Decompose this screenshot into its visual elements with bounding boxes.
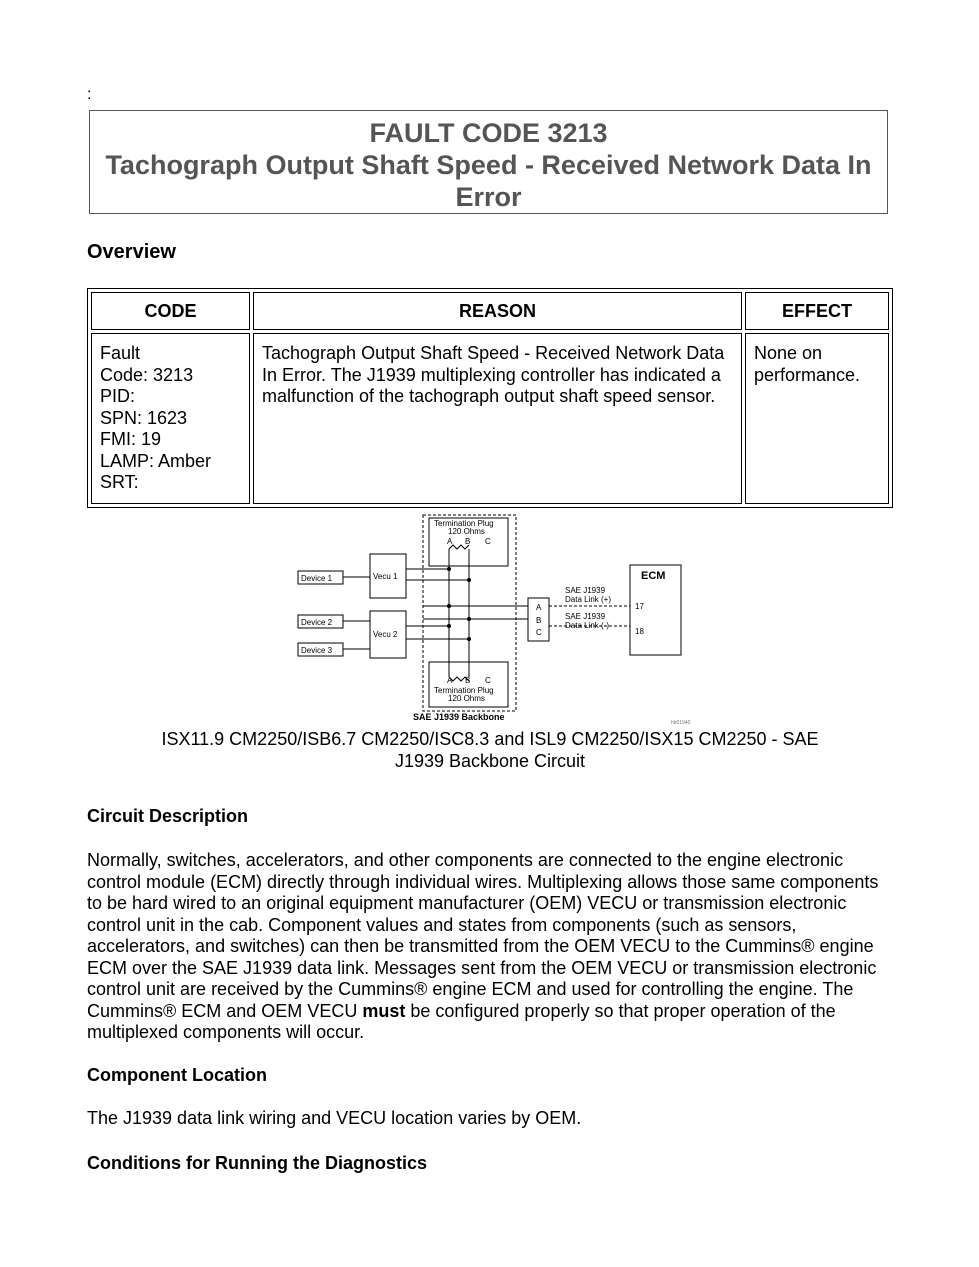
circuit-text-part: Normally, switches, accelerators, and other components are connected to the engine electronic control module (ECM) directly through individual wires. Multiplexing allows those same components to be hard wired to an original equipment manufacturer (OEM) VECU or transmission electronic control unit in the cab. Component values and states from components (such as sensors, accelerators, and switches) can then be transmitted from the OEM VECU to the Cummins® engine ECM over the SAE J1939 data link. Messages sent from the OEM VECU or transmission electronic control unit are received by the Cummins® engine ECM and used for controlling the engine. The Cummins® ECM and OEM VECU [87, 850, 879, 1021]
effect-cell: None on performance. [745, 333, 889, 504]
code-line: Fault [100, 343, 141, 363]
connector-pin-b: B [536, 616, 542, 625]
circuit-text-emphasis: must [362, 1000, 406, 1021]
termination-top-ohms: 120 Ohms [448, 527, 485, 536]
termination-top-label: Termination Plug [434, 519, 494, 528]
caption-line: J1939 Backbone Circuit [394, 751, 586, 771]
component-location-heading: Component Location [87, 1065, 267, 1085]
j1939-backbone-diagram [293, 513, 698, 726]
vecu-2-label: Vecu 2 [373, 630, 398, 639]
connector-pin-a: A [536, 603, 542, 612]
code-cell [91, 333, 250, 504]
pin-label: C [485, 537, 491, 546]
pin-label: C [485, 676, 491, 685]
reason-cell: Tachograph Output Shaft Speed - Received Network Data In Error. The J1939 multiplexing controller has indicated a malfunction of the tachograph output shaft speed sensor. [253, 333, 742, 504]
figure-ref: hb01940 [671, 720, 691, 726]
header-code: CODE [91, 292, 250, 330]
circuit-description-text [87, 850, 897, 1044]
caption-line: ISX11.9 CM2250/ISB6.7 CM2250/ISC8.3 and ISL9 CM2250/ISX15 CM2250 - SAE [161, 729, 819, 749]
code-line: SPN: 1623 [100, 407, 188, 428]
pin-label: B [465, 537, 471, 546]
code-line: LAMP: Amber [100, 450, 212, 471]
connector-pin-c: C [536, 628, 542, 637]
link-plus-label: SAE J1939 [565, 586, 606, 595]
circuit-text-part: be configured properly so that proper operation of the multiplexed components will occur. [87, 1000, 836, 1042]
device-1-label: Device 1 [301, 574, 333, 583]
link-minus-sub: Data Link (-) [565, 621, 610, 630]
termination-bottom-label: Termination Plug [434, 686, 494, 695]
lead-mark: : [87, 86, 92, 103]
device-3-label: Device 3 [301, 646, 333, 655]
code-line: PID: [100, 386, 136, 406]
pin-label: A [447, 676, 453, 685]
overview-table [87, 288, 893, 508]
ecm-pin-18: 18 [635, 627, 644, 636]
component-location-text: The J1939 data link wiring and VECU location varies by OEM. [87, 1108, 582, 1128]
pin-label: B [465, 676, 471, 685]
table-header-row [91, 292, 889, 330]
header-effect: EFFECT [745, 292, 889, 330]
fault-code-title: FAULT CODE 3213 [369, 118, 608, 148]
fault-title-box [89, 110, 888, 214]
conditions-heading: Conditions for Running the Diagnostics [87, 1153, 427, 1173]
link-minus-label: SAE J1939 [565, 612, 606, 621]
code-line: Code: 3213 [100, 364, 194, 385]
overview-heading: Overview [87, 241, 176, 263]
pin-label: A [447, 537, 453, 546]
table-row [91, 333, 889, 504]
link-plus-sub: Data Link (+) [565, 595, 612, 604]
device-2-label: Device 2 [301, 618, 333, 627]
figure-caption [87, 728, 893, 772]
code-line: SRT: [100, 472, 139, 492]
ecm-label: ECM [641, 570, 666, 582]
header-reason: REASON [253, 292, 742, 330]
backbone-label: SAE J1939 Backbone [413, 712, 505, 722]
fault-description-title: Tachograph Output Shaft Speed - Received Network Data In Error [105, 150, 872, 212]
circuit-description-heading: Circuit Description [87, 806, 249, 826]
termination-bottom-ohms: 120 Ohms [448, 694, 485, 703]
vecu-1-label: Vecu 1 [373, 572, 398, 581]
ecm-pin-17: 17 [635, 602, 644, 611]
code-line: FMI: 19 [100, 429, 162, 449]
